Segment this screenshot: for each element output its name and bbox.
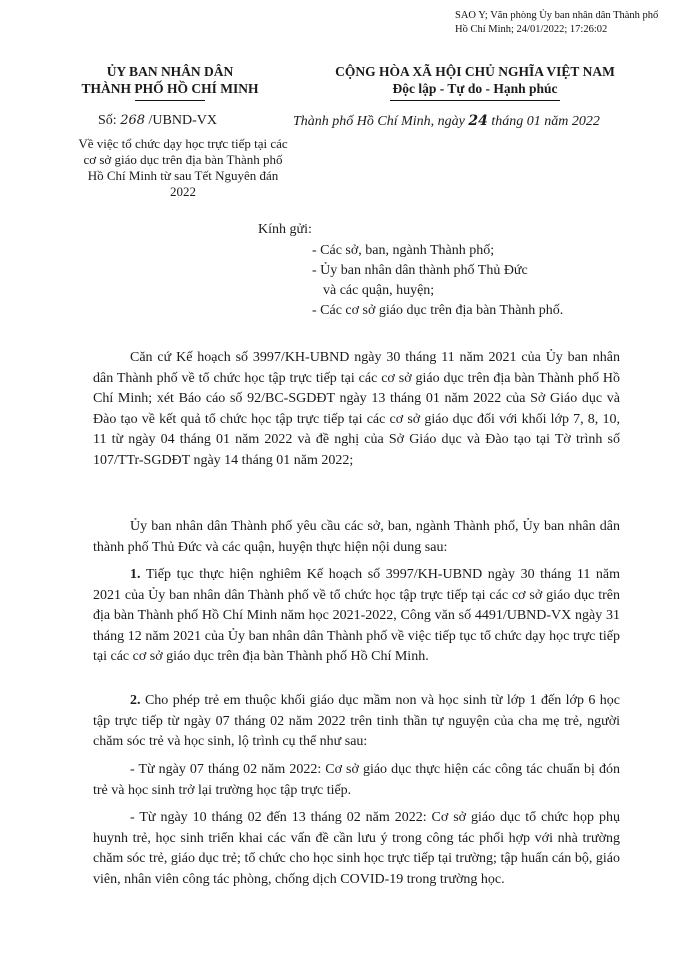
- agency-line-1: ỦY BAN NHÂN DÂN: [106, 64, 234, 79]
- dateline-place: Thành phố Hồ Chí Minh, ngày: [293, 114, 465, 129]
- copy-stamp: SAO Y; Văn phòng Ủy ban nhân dân Thành phố Hồ Chí Minh; 24/01/2022; 17:26:02: [455, 10, 659, 35]
- document-subject: Về việc tổ chức dạy học trực tiếp tại các cơ sở giáo dục trên địa bàn Thành phố Hồ Chí Minh từ sau Tết Nguyên đán 2022: [78, 136, 288, 199]
- item-2-number: 2.: [130, 693, 141, 708]
- recipient-item: - Các cơ sở giáo dục trên địa bàn Thành phố.: [312, 303, 564, 318]
- body-paragraph-step-2: - Từ ngày 10 tháng 02 đến 13 tháng 02 năm 2022: Cơ sở giáo dục tổ chức họp phụ huynh trẻ, học sinh triển khai các vấn đề cần lưu ý trong công tác phối hợp với nhà trường chăm sóc trẻ, giáo dục trẻ; tổ chức cho học sinh học trực tiếp tại trường; tập huấn cán bộ, giáo viên, nhân viên công tác phòng, chống dịch COVID-19 trong trường học.: [93, 810, 620, 887]
- recipient-list: [312, 241, 563, 321]
- doc-number-value: 268: [120, 113, 146, 128]
- item-2-text: Cho phép trẻ em thuộc khối giáo dục mầm non và học sinh từ lớp 1 đến lớp 6 học tập trực tiếp từ ngày 07 tháng 02 năm 2022 trên tinh thần tự nguyện của cha mẹ trẻ, người chăm sóc trẻ và học sinh, lộ trình cụ thể như sau:: [93, 693, 621, 750]
- dateline-month-year: tháng 01 năm 2022: [491, 114, 600, 129]
- item-1-number: 1.: [130, 567, 141, 582]
- recipient-item: - Ủy ban nhân dân thành phố Thủ Đức: [312, 263, 528, 278]
- body-paragraph-item-2: [93, 691, 620, 753]
- recipient-item-continued: và các quận, huyện;: [323, 283, 435, 298]
- doc-number-prefix: Số:: [98, 113, 117, 128]
- body-paragraph-item-1: [93, 565, 620, 668]
- nation-line-1: CỘNG HÒA XÃ HỘI CHỦ NGHĨA VIỆT NAM: [335, 64, 615, 79]
- doc-number-suffix: /UBND-VX: [148, 113, 217, 128]
- body-paragraph-legal-basis: Căn cứ Kế hoạch số 3997/KH-UBND ngày 30 tháng 11 năm 2021 của Ủy ban nhân dân Thành phố về tổ chức học tập trực tiếp tại các cơ sở giáo dục trên địa bàn Thành phố Hồ Chí Minh; xét Báo cáo số 92/BC-SGDĐT ngày 13 tháng 01 năm 2022 của Sở Giáo dục và Đào tạo về kết quả tổ chức học tập trực tiếp tại các cơ sở giáo dục đối với khối lớp 7, 8, 10, 11 từ ngày 04 tháng 01 năm 2022 và đề nghị của Sở Giáo dục và Đào tạo tại Tờ trình số 107/TTr-SGDĐT ngày 14 tháng 01 năm 2022;: [93, 350, 620, 468]
- document-number: [98, 113, 217, 129]
- national-motto: [285, 63, 665, 97]
- motto-underline: [390, 100, 560, 101]
- nation-line-2: Độc lập - Tự do - Hạnh phúc: [392, 81, 558, 96]
- salutation: Kính gửi:: [258, 222, 312, 237]
- body-paragraph-step-1: - Từ ngày 07 tháng 02 năm 2022: Cơ sở giáo dục thực hiện các công tác chuẩn bị đón trẻ và học sinh trở lại trường học tập trực tiếp.: [93, 762, 620, 798]
- item-1-text: Tiếp tục thực hiện nghiêm Kế hoạch số 3997/KH-UBND ngày 30 tháng 11 năm 2021 của Ủy ban nhân dân Thành phố về tổ chức học tập trực tiếp tại các cơ sở giáo dục trên địa bàn Thành phố Hồ Chí Minh năm học 2021-2022, Công văn số 4491/UBND-VX ngày 31 tháng 12 năm 2021 của Ủy ban nhân dân Thành phố về việc tiếp tục tổ chức dạy học trực tiếp tại các cơ sở giáo dục trên địa bàn Thành phố Hồ Chí Minh.: [93, 567, 621, 665]
- dateline: [293, 113, 600, 130]
- dateline-day: 24: [468, 113, 488, 129]
- body-paragraph-request: Ủy ban nhân dân Thành phố yêu cầu các sở, ban, ngành Thành phố, Ủy ban nhân dân thành phố Thủ Đức và các quận, huyện thực hiện nội dung sau:: [93, 519, 620, 555]
- recipient-item: - Các sở, ban, ngành Thành phố;: [312, 243, 495, 258]
- agency-underline: [135, 100, 205, 101]
- agency-line-2: THÀNH PHỐ HỒ CHÍ MINH: [81, 81, 259, 96]
- issuing-agency: [70, 63, 270, 97]
